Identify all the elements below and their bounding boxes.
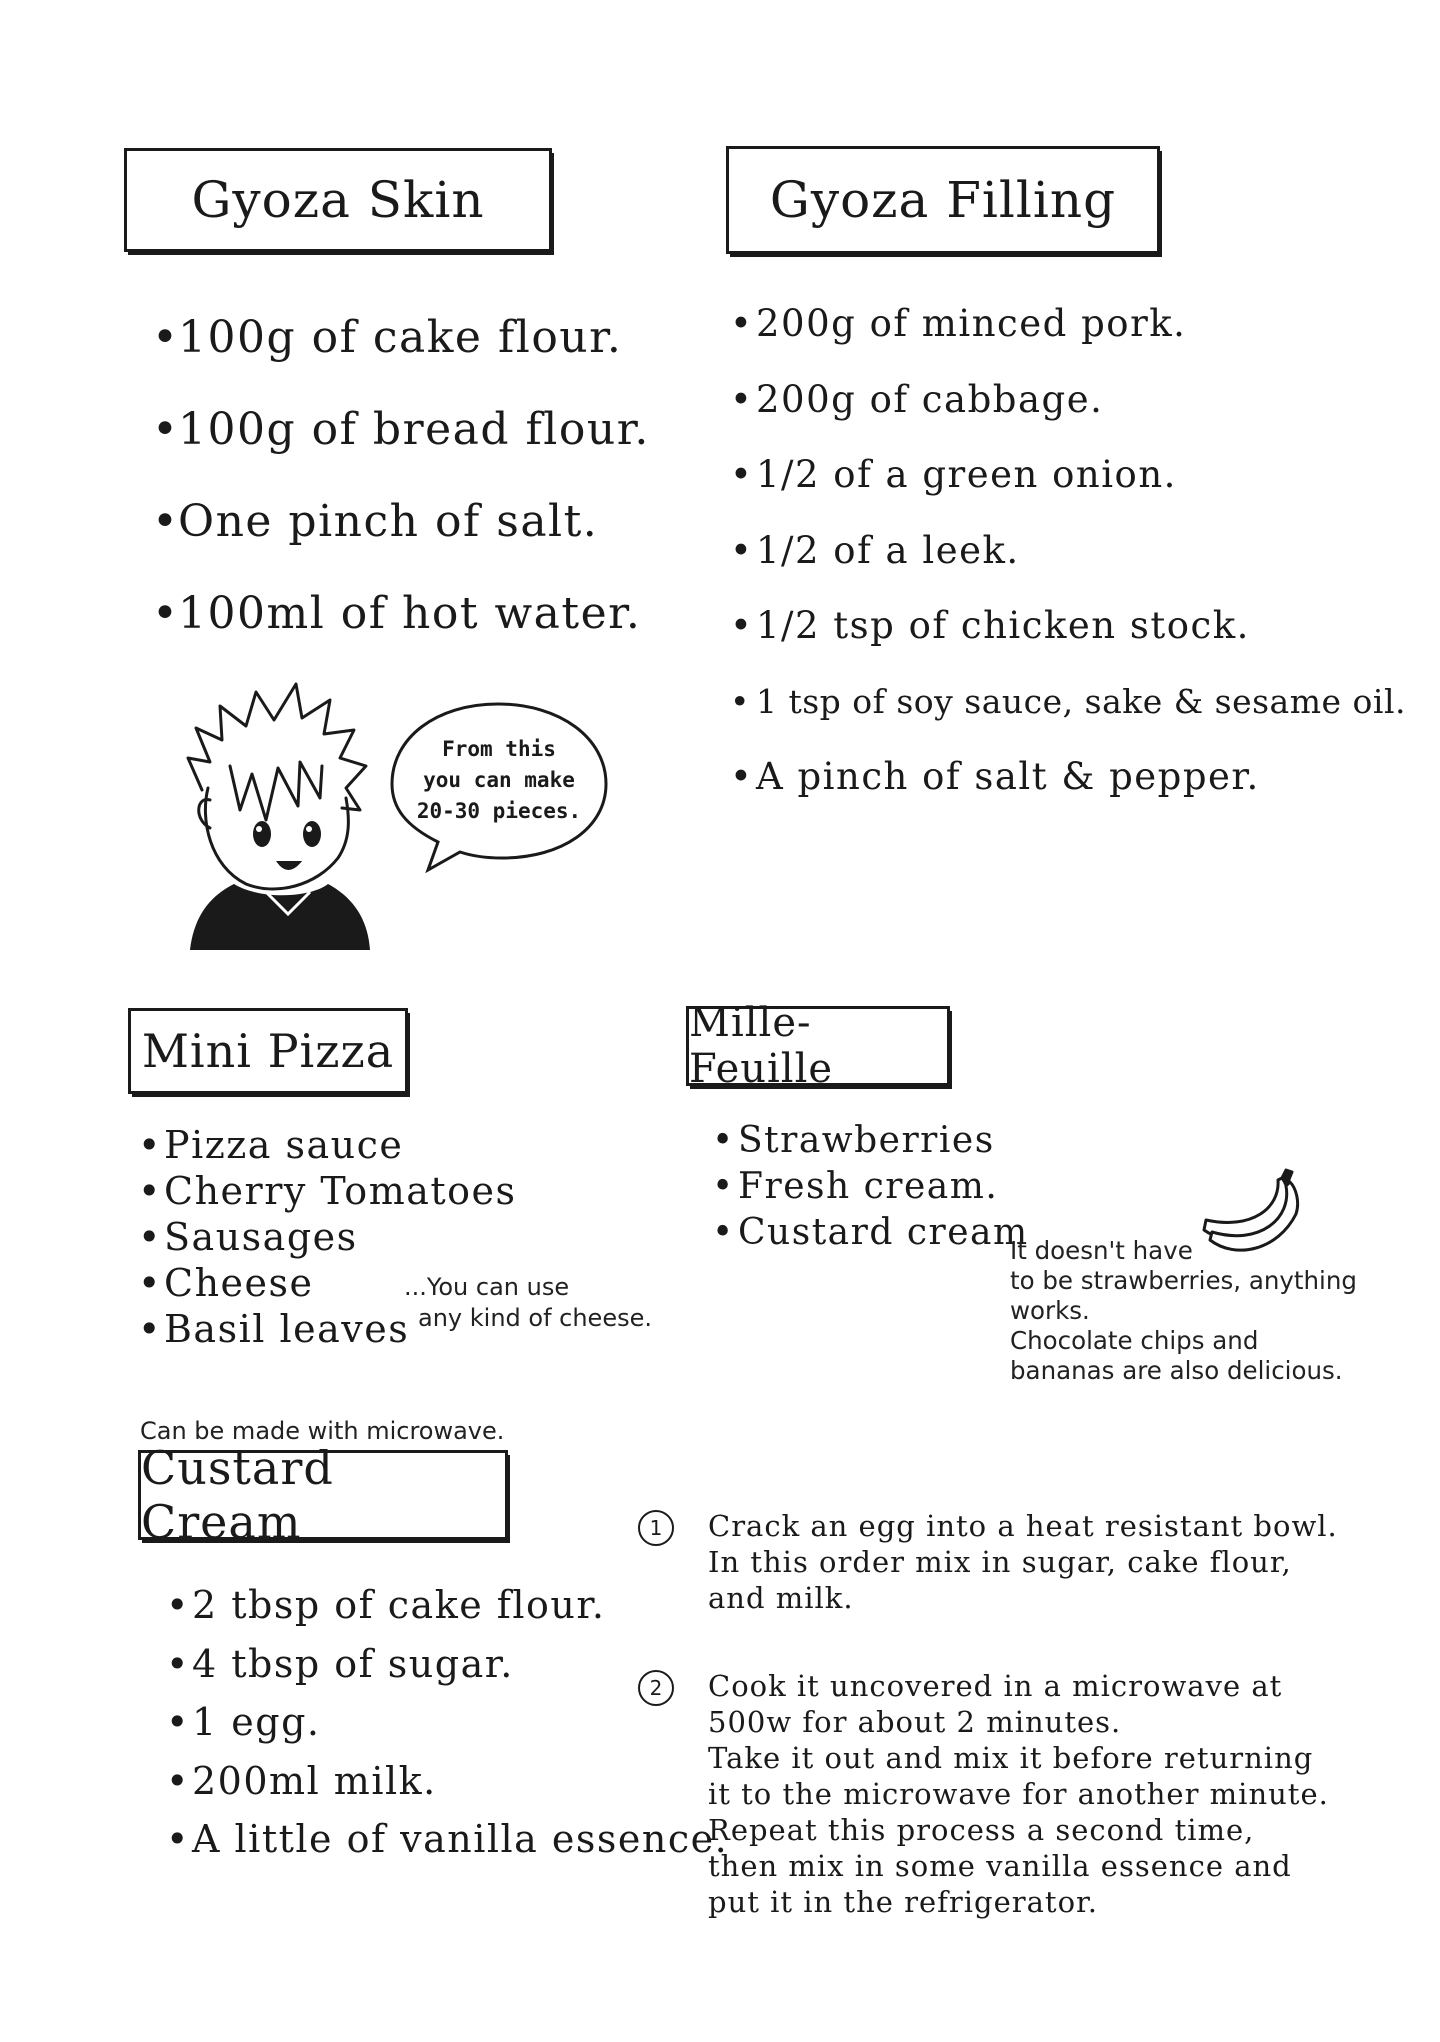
step-number-badge: 1 [638, 1510, 674, 1546]
mille-feuille-title-box [686, 1000, 950, 1092]
speech-bubble-line: you can make [423, 768, 575, 792]
note-line: works. [1010, 1296, 1090, 1325]
mille-feuille-title: Mille-Feuille [689, 1000, 834, 1092]
step-number-badge: 2 [638, 1670, 674, 1706]
mini-pizza-title-box [128, 1008, 408, 1094]
list-item: • Basil leaves [138, 1306, 517, 1352]
mille-feuille-note [1010, 1236, 1357, 1386]
gyoza-skin-title: Gyoza Skin [191, 171, 485, 229]
gyoza-filling-title-box [726, 146, 1160, 254]
chef-character-illustration [170, 670, 390, 950]
list-item: • 100g of cake flour. [152, 292, 650, 384]
gyoza-skin-ingredient-list [152, 292, 650, 660]
note-line: any kind of cheese. [418, 1304, 652, 1332]
list-item: • 1 tsp of soy sauce, sake & sesame oil. [730, 664, 1406, 740]
note-line: bananas are also delicious. [1010, 1356, 1343, 1385]
gyoza-filling-title: Gyoza Filling [769, 171, 1117, 229]
step-text: Crack an egg into a heat resistant bowl. In this order mix in sugar, cake flour, and milk. [708, 1509, 1338, 1615]
gyoza-filling-ingredient-list [730, 286, 1406, 815]
gyoza-skin-title-box [124, 148, 552, 252]
caption-text: Can be made with microwave. [140, 1417, 505, 1445]
list-item: • 100g of bread flour. [152, 384, 650, 476]
black-shirt-icon [190, 884, 370, 950]
list-item: • 2 tbsp of cake flour. [166, 1576, 728, 1635]
list-item: • One pinch of salt. [152, 476, 650, 568]
custard-cream-ingredient-list [166, 1576, 728, 1869]
list-item: • 100ml of hot water. [152, 568, 650, 660]
speech-bubble-text [396, 734, 602, 827]
mini-pizza-title: Mini Pizza [141, 1024, 395, 1078]
list-item: • 200g of minced pork. [730, 286, 1406, 362]
mille-feuille-ingredient-list [712, 1118, 1029, 1256]
speech-bubble-line: 20-30 pieces. [416, 799, 582, 823]
step-text: Cook it uncovered in a microwave at 500w for about 2 minutes. Take it out and mix it before returning it to the microwave for another minute. Repeat this process a second time, then mix in some vanilla essence and put it in the refrigerator. [708, 1669, 1329, 1919]
speech-bubble-line: From this [442, 737, 556, 761]
list-item: • Cheese [138, 1260, 517, 1306]
list-item: • Sausages [138, 1214, 517, 1260]
list-item: • A pinch of salt & pepper. [730, 739, 1406, 815]
right-eye-icon [303, 821, 321, 847]
list-item: • 1/2 tsp of chicken stock. [730, 588, 1406, 664]
list-item: • 4 tbsp of sugar. [166, 1635, 728, 1694]
custard-cream-title-box [138, 1441, 508, 1549]
mini-pizza-cheese-note [404, 1272, 652, 1334]
list-item: • 1/2 of a green onion. [730, 437, 1406, 513]
note-line: to be strawberries, anything [1010, 1266, 1357, 1295]
list-item: • Custard cream [712, 1210, 1029, 1256]
left-eye-icon [253, 821, 271, 847]
list-item: • A little of vanilla essence. [166, 1810, 728, 1869]
list-item: • Pizza sauce [138, 1122, 517, 1168]
note-line: ...You can use [404, 1273, 570, 1301]
note-line: Chocolate chips and [1010, 1326, 1259, 1355]
list-item: • 1 egg. [166, 1693, 728, 1752]
list-item: • 200g of cabbage. [730, 362, 1406, 438]
list-item: • Cherry Tomatoes [138, 1168, 517, 1214]
list-item: • Fresh cream. [712, 1164, 1029, 1210]
list-item: • Strawberries [712, 1118, 1029, 1164]
note-line: It doesn't have [1010, 1236, 1193, 1265]
custard-cream-title: Custard Cream [141, 1441, 334, 1549]
list-item: • 200ml milk. [166, 1752, 728, 1811]
list-item: • 1/2 of a leek. [730, 513, 1406, 589]
